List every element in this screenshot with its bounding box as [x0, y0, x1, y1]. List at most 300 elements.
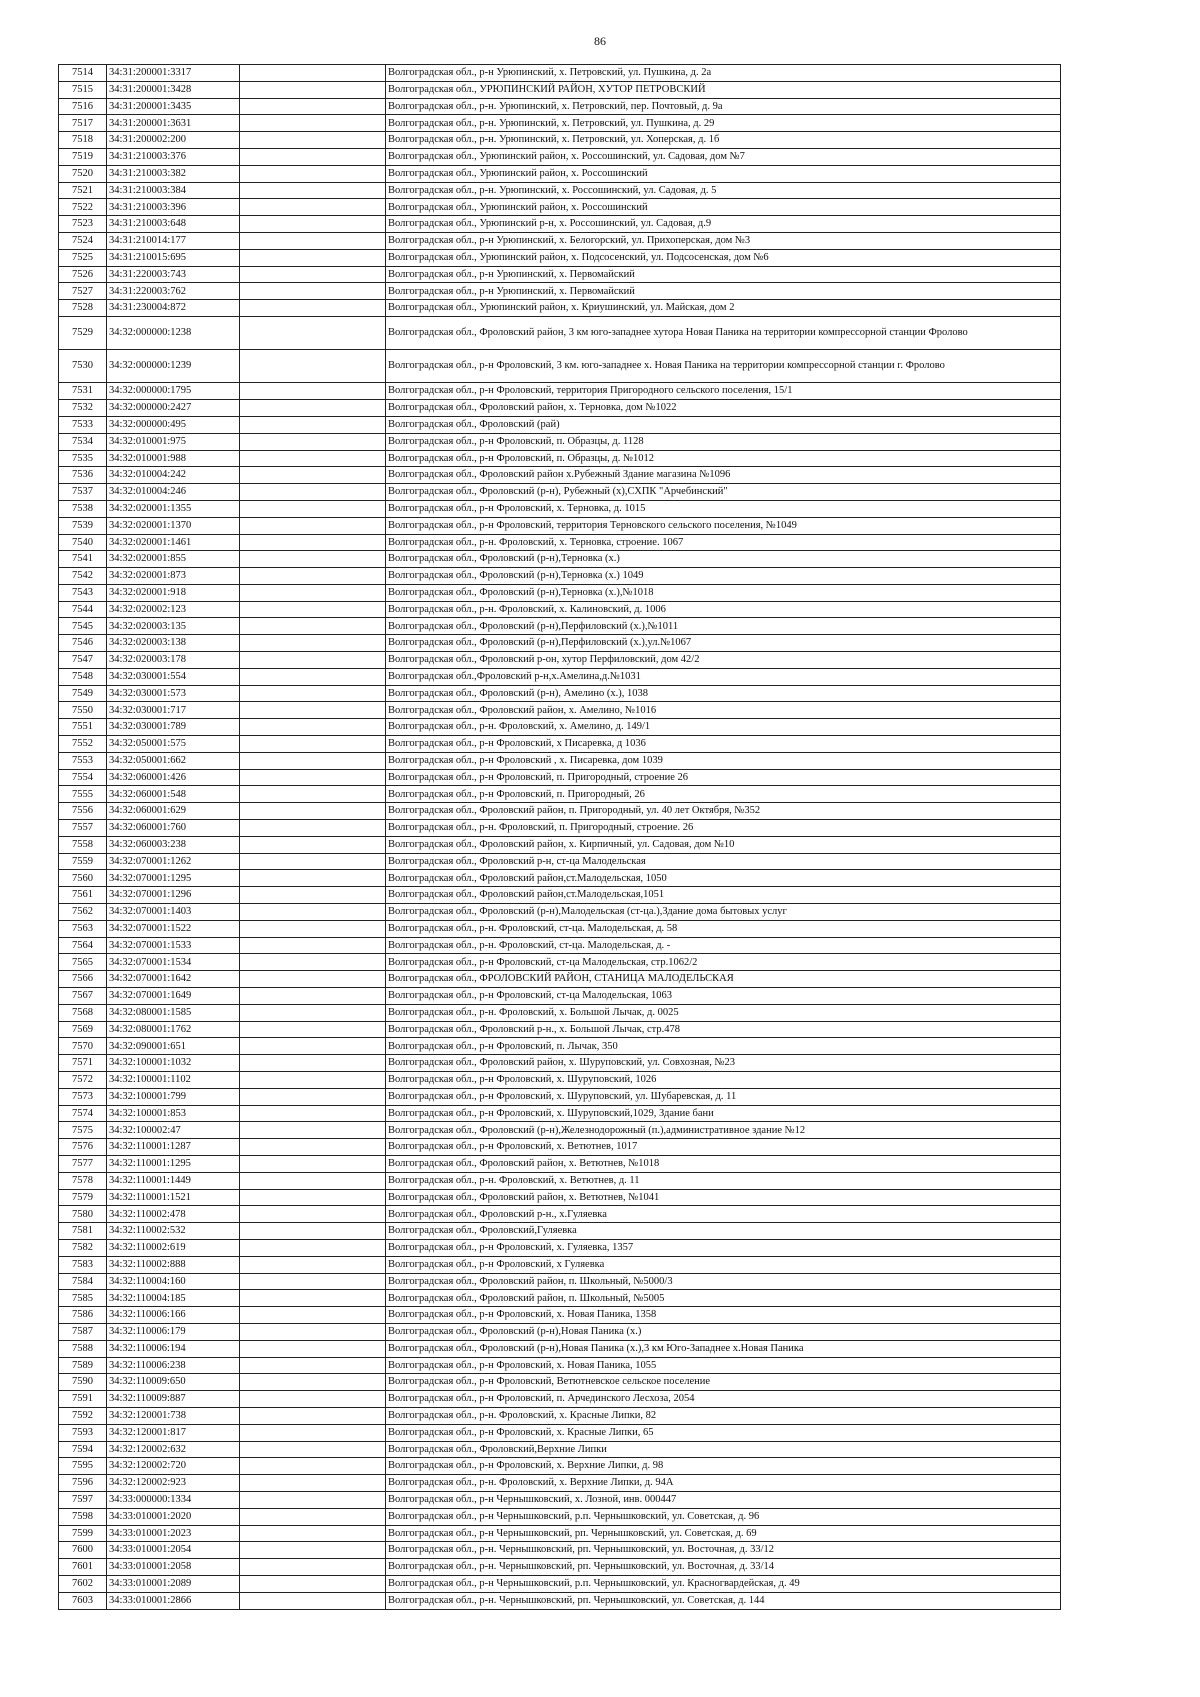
row-number-cell: 7544 — [59, 601, 107, 618]
row-number-cell: 7541 — [59, 551, 107, 568]
empty-cell — [240, 601, 386, 618]
empty-cell — [240, 652, 386, 669]
table-row — [59, 1021, 1061, 1038]
cadastral-number-cell: 34:32:000000:495 — [107, 416, 240, 433]
table-row — [59, 433, 1061, 450]
row-number-cell: 7557 — [59, 820, 107, 837]
table-row — [59, 1256, 1061, 1273]
cadastral-number-cell: 34:32:020001:1461 — [107, 534, 240, 551]
address-cell: Волгоградская обл., р-н Фроловский, 3 км. юго-западнее х. Новая Паника на территории компрессорной станции г. Фролово — [386, 350, 1061, 383]
empty-cell — [240, 467, 386, 484]
cadastral-number-cell: 34:31:210003:382 — [107, 165, 240, 182]
cadastral-number-cell: 34:32:020001:873 — [107, 568, 240, 585]
cadastral-number-cell: 34:32:020003:178 — [107, 652, 240, 669]
address-cell: Волгоградская обл., р-н Чернышковский, рп. Чернышковский, ул. Советская, д. 69 — [386, 1525, 1061, 1542]
empty-cell — [240, 1172, 386, 1189]
empty-cell — [240, 1340, 386, 1357]
row-number-cell: 7571 — [59, 1055, 107, 1072]
empty-cell — [240, 1323, 386, 1340]
table-row — [59, 81, 1061, 98]
row-number-cell: 7566 — [59, 971, 107, 988]
table-row — [59, 416, 1061, 433]
address-cell: Волгоградская обл., р-н. Фроловский, х. Красные Липки, 82 — [386, 1407, 1061, 1424]
table-row — [59, 618, 1061, 635]
cadastral-number-cell: 34:32:110009:650 — [107, 1374, 240, 1391]
table-row — [59, 1391, 1061, 1408]
row-number-cell: 7581 — [59, 1223, 107, 1240]
table-row — [59, 937, 1061, 954]
address-cell: Волгоградская обл., Урюпинский район, х. Россошинский, ул. Садовая, дом №7 — [386, 148, 1061, 165]
cadastral-number-cell: 34:32:020002:123 — [107, 601, 240, 618]
address-cell: Волгоградская обл., р-н Фроловский, х. Шуруповский,1029, Здание бани — [386, 1105, 1061, 1122]
cadastral-number-cell: 34:32:000000:1795 — [107, 383, 240, 400]
table-row — [59, 1340, 1061, 1357]
address-cell: Волгоградская обл., Фроловский район, х. Шуруповский, ул. Совхозная, №23 — [386, 1055, 1061, 1072]
cadastral-number-cell: 34:32:070001:1403 — [107, 904, 240, 921]
row-number-cell: 7554 — [59, 769, 107, 786]
cadastral-number-cell: 34:32:110009:887 — [107, 1391, 240, 1408]
row-number-cell: 7588 — [59, 1340, 107, 1357]
row-number-cell: 7598 — [59, 1508, 107, 1525]
cadastral-number-cell: 34:32:070001:1295 — [107, 870, 240, 887]
empty-cell — [240, 1189, 386, 1206]
address-cell: Волгоградская обл., р-н. Урюпинский, х. Петровский, пер. Почтовый, д. 9а — [386, 98, 1061, 115]
row-number-cell: 7517 — [59, 115, 107, 132]
empty-cell — [240, 1374, 386, 1391]
table-row — [59, 1441, 1061, 1458]
address-cell: Волгоградская обл., р-н Фроловский, п. Лычак, 350 — [386, 1038, 1061, 1055]
table-row — [59, 988, 1061, 1005]
address-cell: Волгоградская обл., р-н Фроловский, п. Арчединского Лесхоза, 2054 — [386, 1391, 1061, 1408]
table-row — [59, 820, 1061, 837]
address-cell: Волгоградская обл., Фроловский р-н., х.Гуляевка — [386, 1206, 1061, 1223]
row-number-cell: 7585 — [59, 1290, 107, 1307]
cadastral-number-cell: 34:31:210003:648 — [107, 216, 240, 233]
row-number-cell: 7589 — [59, 1357, 107, 1374]
address-cell: Волгоградская обл., р-н. Фроловский, х. Калиновский, д. 1006 — [386, 601, 1061, 618]
empty-cell — [240, 568, 386, 585]
table-row — [59, 517, 1061, 534]
address-cell: Волгоградская обл.,Фроловский р-н,х.Амелина,д.№1031 — [386, 668, 1061, 685]
row-number-cell: 7516 — [59, 98, 107, 115]
table-row — [59, 1357, 1061, 1374]
row-number-cell: 7564 — [59, 937, 107, 954]
cadastral-number-cell: 34:32:090001:651 — [107, 1038, 240, 1055]
empty-cell — [240, 1273, 386, 1290]
row-number-cell: 7519 — [59, 148, 107, 165]
cadastral-number-cell: 34:31:200001:3435 — [107, 98, 240, 115]
empty-cell — [240, 618, 386, 635]
cadastral-number-cell: 34:32:070001:1649 — [107, 988, 240, 1005]
table-row — [59, 668, 1061, 685]
cadastral-number-cell: 34:32:070001:1262 — [107, 853, 240, 870]
cadastral-number-cell: 34:32:010004:246 — [107, 484, 240, 501]
cadastral-number-cell: 34:32:060001:760 — [107, 820, 240, 837]
table-row — [59, 584, 1061, 601]
cadastral-number-cell: 34:31:210015:695 — [107, 249, 240, 266]
address-cell: Волгоградская обл., Фроловский район, п. Пригородный, ул. 40 лет Октября, №352 — [386, 803, 1061, 820]
row-number-cell: 7523 — [59, 216, 107, 233]
empty-cell — [240, 1592, 386, 1609]
cadastral-number-cell: 34:32:020001:918 — [107, 584, 240, 601]
cadastral-number-cell: 34:32:020003:138 — [107, 635, 240, 652]
cadastral-number-cell: 34:33:010001:2058 — [107, 1559, 240, 1576]
cadastral-number-cell: 34:32:020001:1355 — [107, 500, 240, 517]
table-row — [59, 1307, 1061, 1324]
address-cell: Волгоградская обл., р-н Фроловский, х. Терновка, д. 1015 — [386, 500, 1061, 517]
row-number-cell: 7596 — [59, 1475, 107, 1492]
cadastral-number-cell: 34:31:210003:384 — [107, 182, 240, 199]
table-row — [59, 98, 1061, 115]
row-number-cell: 7572 — [59, 1072, 107, 1089]
cadastral-number-cell: 34:32:110006:166 — [107, 1307, 240, 1324]
address-cell: Волгоградская обл., р-н Фроловский, ст-ца Малодельская, стр.1062/2 — [386, 954, 1061, 971]
empty-cell — [240, 1105, 386, 1122]
table-row — [59, 316, 1061, 349]
empty-cell — [240, 500, 386, 517]
row-number-cell: 7535 — [59, 450, 107, 467]
empty-cell — [240, 132, 386, 149]
table-row — [59, 920, 1061, 937]
row-number-cell: 7565 — [59, 954, 107, 971]
empty-cell — [240, 584, 386, 601]
cadastral-number-cell: 34:31:210014:177 — [107, 232, 240, 249]
row-number-cell: 7587 — [59, 1323, 107, 1340]
empty-cell — [240, 736, 386, 753]
row-number-cell: 7529 — [59, 316, 107, 349]
row-number-cell: 7578 — [59, 1172, 107, 1189]
address-cell: Волгоградская обл., р-н. Фроловский, х. Ветютнев, д. 11 — [386, 1172, 1061, 1189]
table-row — [59, 685, 1061, 702]
address-cell: Волгоградская обл., р-н Фроловский, территория Терновского сельского поселения, №1049 — [386, 517, 1061, 534]
empty-cell — [240, 1072, 386, 1089]
table-row — [59, 1172, 1061, 1189]
cadastral-number-cell: 34:32:010004:242 — [107, 467, 240, 484]
address-cell: Волгоградская обл., р-н. Фроловский, п. Пригородный, строение. 26 — [386, 820, 1061, 837]
address-cell: Волгоградская обл., р-н Урюпинский, х. Петровский, ул. Пушкина, д. 2а — [386, 65, 1061, 82]
address-cell: Волгоградская обл., Фроловский (р-н),Терновка (х.),№1018 — [386, 584, 1061, 601]
empty-cell — [240, 904, 386, 921]
empty-cell — [240, 920, 386, 937]
address-cell: Волгоградская обл., р-н Фроловский, х. Шуруповский, 1026 — [386, 1072, 1061, 1089]
cadastral-number-cell: 34:32:000000:1239 — [107, 350, 240, 383]
empty-cell — [240, 300, 386, 317]
table-row — [59, 249, 1061, 266]
empty-cell — [240, 786, 386, 803]
cadastral-number-cell: 34:32:080001:1762 — [107, 1021, 240, 1038]
address-cell: Волгоградская обл., Урюпинский район, х. Россошинский — [386, 165, 1061, 182]
table-row — [59, 1559, 1061, 1576]
empty-cell — [240, 853, 386, 870]
cadastral-number-cell: 34:32:100001:1102 — [107, 1072, 240, 1089]
empty-cell — [240, 1458, 386, 1475]
table-row — [59, 1273, 1061, 1290]
cadastral-number-cell: 34:31:220003:743 — [107, 266, 240, 283]
table-row — [59, 752, 1061, 769]
row-number-cell: 7520 — [59, 165, 107, 182]
cadastral-number-cell: 34:32:010001:988 — [107, 450, 240, 467]
address-cell: Волгоградская обл., Фроловский район х.Рубежный Здание магазина №1096 — [386, 467, 1061, 484]
row-number-cell: 7577 — [59, 1155, 107, 1172]
row-number-cell: 7595 — [59, 1458, 107, 1475]
cadastral-number-cell: 34:32:030001:717 — [107, 702, 240, 719]
registry-table — [58, 64, 1061, 1610]
address-cell: Волгоградская обл., р-н. Урюпинский, х. Петровский, ул. Хоперская, д. 1б — [386, 132, 1061, 149]
address-cell: Волгоградская обл., Фроловский район, х. Ветютнев, №1018 — [386, 1155, 1061, 1172]
table-row — [59, 1155, 1061, 1172]
address-cell: Волгоградская обл., р-н. Чернышковский, рп. Чернышковский, ул. Восточная, д. 33/12 — [386, 1542, 1061, 1559]
cadastral-number-cell: 34:31:200001:3631 — [107, 115, 240, 132]
table-row — [59, 383, 1061, 400]
table-row — [59, 836, 1061, 853]
row-number-cell: 7546 — [59, 635, 107, 652]
address-cell: Волгоградская обл., р-н. Фроловский, х. Терновка, строение. 1067 — [386, 534, 1061, 551]
cadastral-number-cell: 34:32:070001:1522 — [107, 920, 240, 937]
empty-cell — [240, 81, 386, 98]
address-cell: Волгоградская обл., р-н Фроловский, х Гуляевка — [386, 1256, 1061, 1273]
cadastral-number-cell: 34:32:110002:478 — [107, 1206, 240, 1223]
table-row — [59, 500, 1061, 517]
cadastral-number-cell: 34:32:060001:629 — [107, 803, 240, 820]
table-row — [59, 719, 1061, 736]
address-cell: Волгоградская обл., Фроловский (р-н),Перфиловский (х.),№1011 — [386, 618, 1061, 635]
empty-cell — [240, 685, 386, 702]
cadastral-number-cell: 34:32:100001:1032 — [107, 1055, 240, 1072]
cadastral-number-cell: 34:32:110002:619 — [107, 1239, 240, 1256]
cadastral-number-cell: 34:32:100002:47 — [107, 1122, 240, 1139]
cadastral-number-cell: 34:32:120002:923 — [107, 1475, 240, 1492]
cadastral-number-cell: 34:32:080001:1585 — [107, 1004, 240, 1021]
empty-cell — [240, 887, 386, 904]
empty-cell — [240, 820, 386, 837]
table-row — [59, 400, 1061, 417]
address-cell: Волгоградская обл., Фроловский (р-н), Амелино (х.), 1038 — [386, 685, 1061, 702]
row-number-cell: 7536 — [59, 467, 107, 484]
table-row — [59, 350, 1061, 383]
empty-cell — [240, 216, 386, 233]
table-row — [59, 803, 1061, 820]
address-cell: Волгоградская обл., р-н Фроловский, ст-ца Малодельская, 1063 — [386, 988, 1061, 1005]
address-cell: Волгоградская обл., Фроловский район, х. Терновка, дом №1022 — [386, 400, 1061, 417]
table-row — [59, 1206, 1061, 1223]
table-row — [59, 132, 1061, 149]
row-number-cell: 7603 — [59, 1592, 107, 1609]
address-cell: Волгоградская обл., р-н Фроловский, п. Пригородный, строение 26 — [386, 769, 1061, 786]
registry-table-body — [59, 65, 1061, 1610]
row-number-cell: 7580 — [59, 1206, 107, 1223]
row-number-cell: 7515 — [59, 81, 107, 98]
address-cell: Волгоградская обл., Фроловский (р-н),Железнодорожный (п.),административное здание №12 — [386, 1122, 1061, 1139]
empty-cell — [240, 668, 386, 685]
cadastral-number-cell: 34:32:030001:573 — [107, 685, 240, 702]
row-number-cell: 7592 — [59, 1407, 107, 1424]
row-number-cell: 7524 — [59, 232, 107, 249]
row-number-cell: 7549 — [59, 685, 107, 702]
row-number-cell: 7528 — [59, 300, 107, 317]
address-cell: Волгоградская обл., Фроловский,Верхние Липки — [386, 1441, 1061, 1458]
row-number-cell: 7573 — [59, 1088, 107, 1105]
table-row — [59, 283, 1061, 300]
cadastral-number-cell: 34:32:060001:548 — [107, 786, 240, 803]
cadastral-number-cell: 34:32:070001:1534 — [107, 954, 240, 971]
table-row — [59, 115, 1061, 132]
empty-cell — [240, 1290, 386, 1307]
address-cell: Волгоградская обл., р-н Фроловский, территория Пригородного сельского поселения, 15/1 — [386, 383, 1061, 400]
row-number-cell: 7594 — [59, 1441, 107, 1458]
cadastral-number-cell: 34:32:110001:1295 — [107, 1155, 240, 1172]
empty-cell — [240, 1088, 386, 1105]
row-number-cell: 7584 — [59, 1273, 107, 1290]
address-cell: Волгоградская обл., Урюпинский р-н, х. Россошинский, ул. Садовая, д.9 — [386, 216, 1061, 233]
table-row — [59, 1223, 1061, 1240]
address-cell: Волгоградская обл., р-н. Фроловский, х. Верхние Липки, д. 94А — [386, 1475, 1061, 1492]
row-number-cell: 7575 — [59, 1122, 107, 1139]
empty-cell — [240, 249, 386, 266]
cadastral-number-cell: 34:32:070001:1642 — [107, 971, 240, 988]
cadastral-number-cell: 34:32:060003:238 — [107, 836, 240, 853]
address-cell: Волгоградская обл., р-н Фроловский, х. Гуляевка, 1357 — [386, 1239, 1061, 1256]
address-cell: Волгоградская обл., р-н Чернышковский, р.п. Чернышковский, ул. Красногвардейская, д. 49 — [386, 1575, 1061, 1592]
row-number-cell: 7539 — [59, 517, 107, 534]
empty-cell — [240, 769, 386, 786]
row-number-cell: 7526 — [59, 266, 107, 283]
row-number-cell: 7582 — [59, 1239, 107, 1256]
table-row — [59, 467, 1061, 484]
address-cell: Волгоградская обл., р-н Чернышковский, х. Лозной, инв. 000447 — [386, 1491, 1061, 1508]
empty-cell — [240, 1223, 386, 1240]
cadastral-number-cell: 34:33:000000:1334 — [107, 1491, 240, 1508]
empty-cell — [240, 433, 386, 450]
address-cell: Волгоградская обл., р-н Фроловский, х. Новая Паника, 1358 — [386, 1307, 1061, 1324]
address-cell: Волгоградская обл., Фроловский район, х. Ветютнев, №1041 — [386, 1189, 1061, 1206]
cadastral-number-cell: 34:32:030001:554 — [107, 668, 240, 685]
empty-cell — [240, 1542, 386, 1559]
table-row — [59, 1139, 1061, 1156]
empty-cell — [240, 1391, 386, 1408]
row-number-cell: 7570 — [59, 1038, 107, 1055]
table-row — [59, 1424, 1061, 1441]
address-cell: Волгоградская обл., Фроловский (р-н),Новая Паника (х.) — [386, 1323, 1061, 1340]
address-cell: Волгоградская обл., р-н Фроловский, х. Красные Липки, 65 — [386, 1424, 1061, 1441]
row-number-cell: 7579 — [59, 1189, 107, 1206]
table-row — [59, 853, 1061, 870]
cadastral-number-cell: 34:32:070001:1533 — [107, 937, 240, 954]
cadastral-number-cell: 34:31:210003:396 — [107, 199, 240, 216]
row-number-cell: 7562 — [59, 904, 107, 921]
row-number-cell: 7568 — [59, 1004, 107, 1021]
empty-cell — [240, 232, 386, 249]
table-row — [59, 1189, 1061, 1206]
empty-cell — [240, 534, 386, 551]
empty-cell — [240, 1055, 386, 1072]
row-number-cell: 7553 — [59, 752, 107, 769]
row-number-cell: 7527 — [59, 283, 107, 300]
row-number-cell: 7542 — [59, 568, 107, 585]
cadastral-number-cell: 34:33:010001:2023 — [107, 1525, 240, 1542]
empty-cell — [240, 870, 386, 887]
row-number-cell: 7597 — [59, 1491, 107, 1508]
address-cell: Волгоградская обл., Фроловский район, 3 км юго-западнее хутора Новая Паника на территории компрессорной станции Фролово — [386, 316, 1061, 349]
table-row — [59, 300, 1061, 317]
row-number-cell: 7525 — [59, 249, 107, 266]
table-row — [59, 182, 1061, 199]
address-cell: Волгоградская обл., Фроловский (р-н), Рубежный (х),СХПК "Арчебинский" — [386, 484, 1061, 501]
table-row — [59, 199, 1061, 216]
table-row — [59, 65, 1061, 82]
address-cell: Волгоградская обл., р-н Урюпинский, х. Белогорский, ул. Прихоперская, дом №3 — [386, 232, 1061, 249]
row-number-cell: 7569 — [59, 1021, 107, 1038]
empty-cell — [240, 1575, 386, 1592]
empty-cell — [240, 1155, 386, 1172]
address-cell: Волгоградская обл., р-н Чернышковский, р.п. Чернышковский, ул. Советская, д. 96 — [386, 1508, 1061, 1525]
table-row — [59, 1592, 1061, 1609]
empty-cell — [240, 1407, 386, 1424]
row-number-cell: 7548 — [59, 668, 107, 685]
cadastral-number-cell: 34:31:210003:376 — [107, 148, 240, 165]
cadastral-number-cell: 34:31:200001:3428 — [107, 81, 240, 98]
address-cell: Волгоградская обл., р-н. Фроловский, ст-ца. Малодельская, д. 58 — [386, 920, 1061, 937]
table-row — [59, 232, 1061, 249]
row-number-cell: 7540 — [59, 534, 107, 551]
address-cell: Волгоградская обл., р-н Фроловский, х. Шуруповский, ул. Шубаревская, д. 11 — [386, 1088, 1061, 1105]
address-cell: Волгоградская обл., р-н. Фроловский, х. Большой Лычак, д. 0025 — [386, 1004, 1061, 1021]
cadastral-number-cell: 34:31:200001:3317 — [107, 65, 240, 82]
address-cell: Волгоградская обл., Фроловский район, п. Школьный, №5005 — [386, 1290, 1061, 1307]
table-row — [59, 1458, 1061, 1475]
address-cell: Волгоградская обл., Фроловский (р-н),Перфиловский (х.),ул.№1067 — [386, 635, 1061, 652]
cadastral-number-cell: 34:32:110004:160 — [107, 1273, 240, 1290]
empty-cell — [240, 1206, 386, 1223]
empty-cell — [240, 971, 386, 988]
cadastral-number-cell: 34:32:110006:194 — [107, 1340, 240, 1357]
empty-cell — [240, 719, 386, 736]
address-cell: Волгоградская обл., р-н Урюпинский, х. Первомайский — [386, 266, 1061, 283]
cadastral-number-cell: 34:32:060001:426 — [107, 769, 240, 786]
empty-cell — [240, 199, 386, 216]
empty-cell — [240, 988, 386, 1005]
cadastral-number-cell: 34:32:110006:238 — [107, 1357, 240, 1374]
cadastral-number-cell: 34:32:030001:789 — [107, 719, 240, 736]
table-row — [59, 1055, 1061, 1072]
table-row — [59, 702, 1061, 719]
cadastral-number-cell: 34:33:010001:2866 — [107, 1592, 240, 1609]
row-number-cell: 7591 — [59, 1391, 107, 1408]
row-number-cell: 7552 — [59, 736, 107, 753]
row-number-cell: 7601 — [59, 1559, 107, 1576]
address-cell: Волгоградская обл., Фроловский (р-н),Новая Паника (х.),3 км Юго-Западнее х.Новая Паника — [386, 1340, 1061, 1357]
table-row — [59, 148, 1061, 165]
empty-cell — [240, 635, 386, 652]
empty-cell — [240, 1424, 386, 1441]
empty-cell — [240, 350, 386, 383]
cadastral-number-cell: 34:32:110001:1521 — [107, 1189, 240, 1206]
address-cell: Волгоградская обл., УРЮПИНСКИЙ РАЙОН, ХУТОР ПЕТРОВСКИЙ — [386, 81, 1061, 98]
table-row — [59, 1491, 1061, 1508]
address-cell: Волгоградская обл., р-н. Чернышковский, рп. Чернышковский, ул. Восточная, д. 33/14 — [386, 1559, 1061, 1576]
address-cell: Волгоградская обл., Фроловский р-он, хутор Перфиловский, дом 42/2 — [386, 652, 1061, 669]
empty-cell — [240, 1239, 386, 1256]
page-number: 86 — [594, 34, 606, 48]
table-row — [59, 1004, 1061, 1021]
empty-cell — [240, 1004, 386, 1021]
table-row — [59, 904, 1061, 921]
table-row — [59, 954, 1061, 971]
address-cell: Волгоградская обл., р-н Фроловский, п. Образцы, д. 1128 — [386, 433, 1061, 450]
cadastral-number-cell: 34:31:200002:200 — [107, 132, 240, 149]
empty-cell — [240, 484, 386, 501]
empty-cell — [240, 954, 386, 971]
empty-cell — [240, 165, 386, 182]
